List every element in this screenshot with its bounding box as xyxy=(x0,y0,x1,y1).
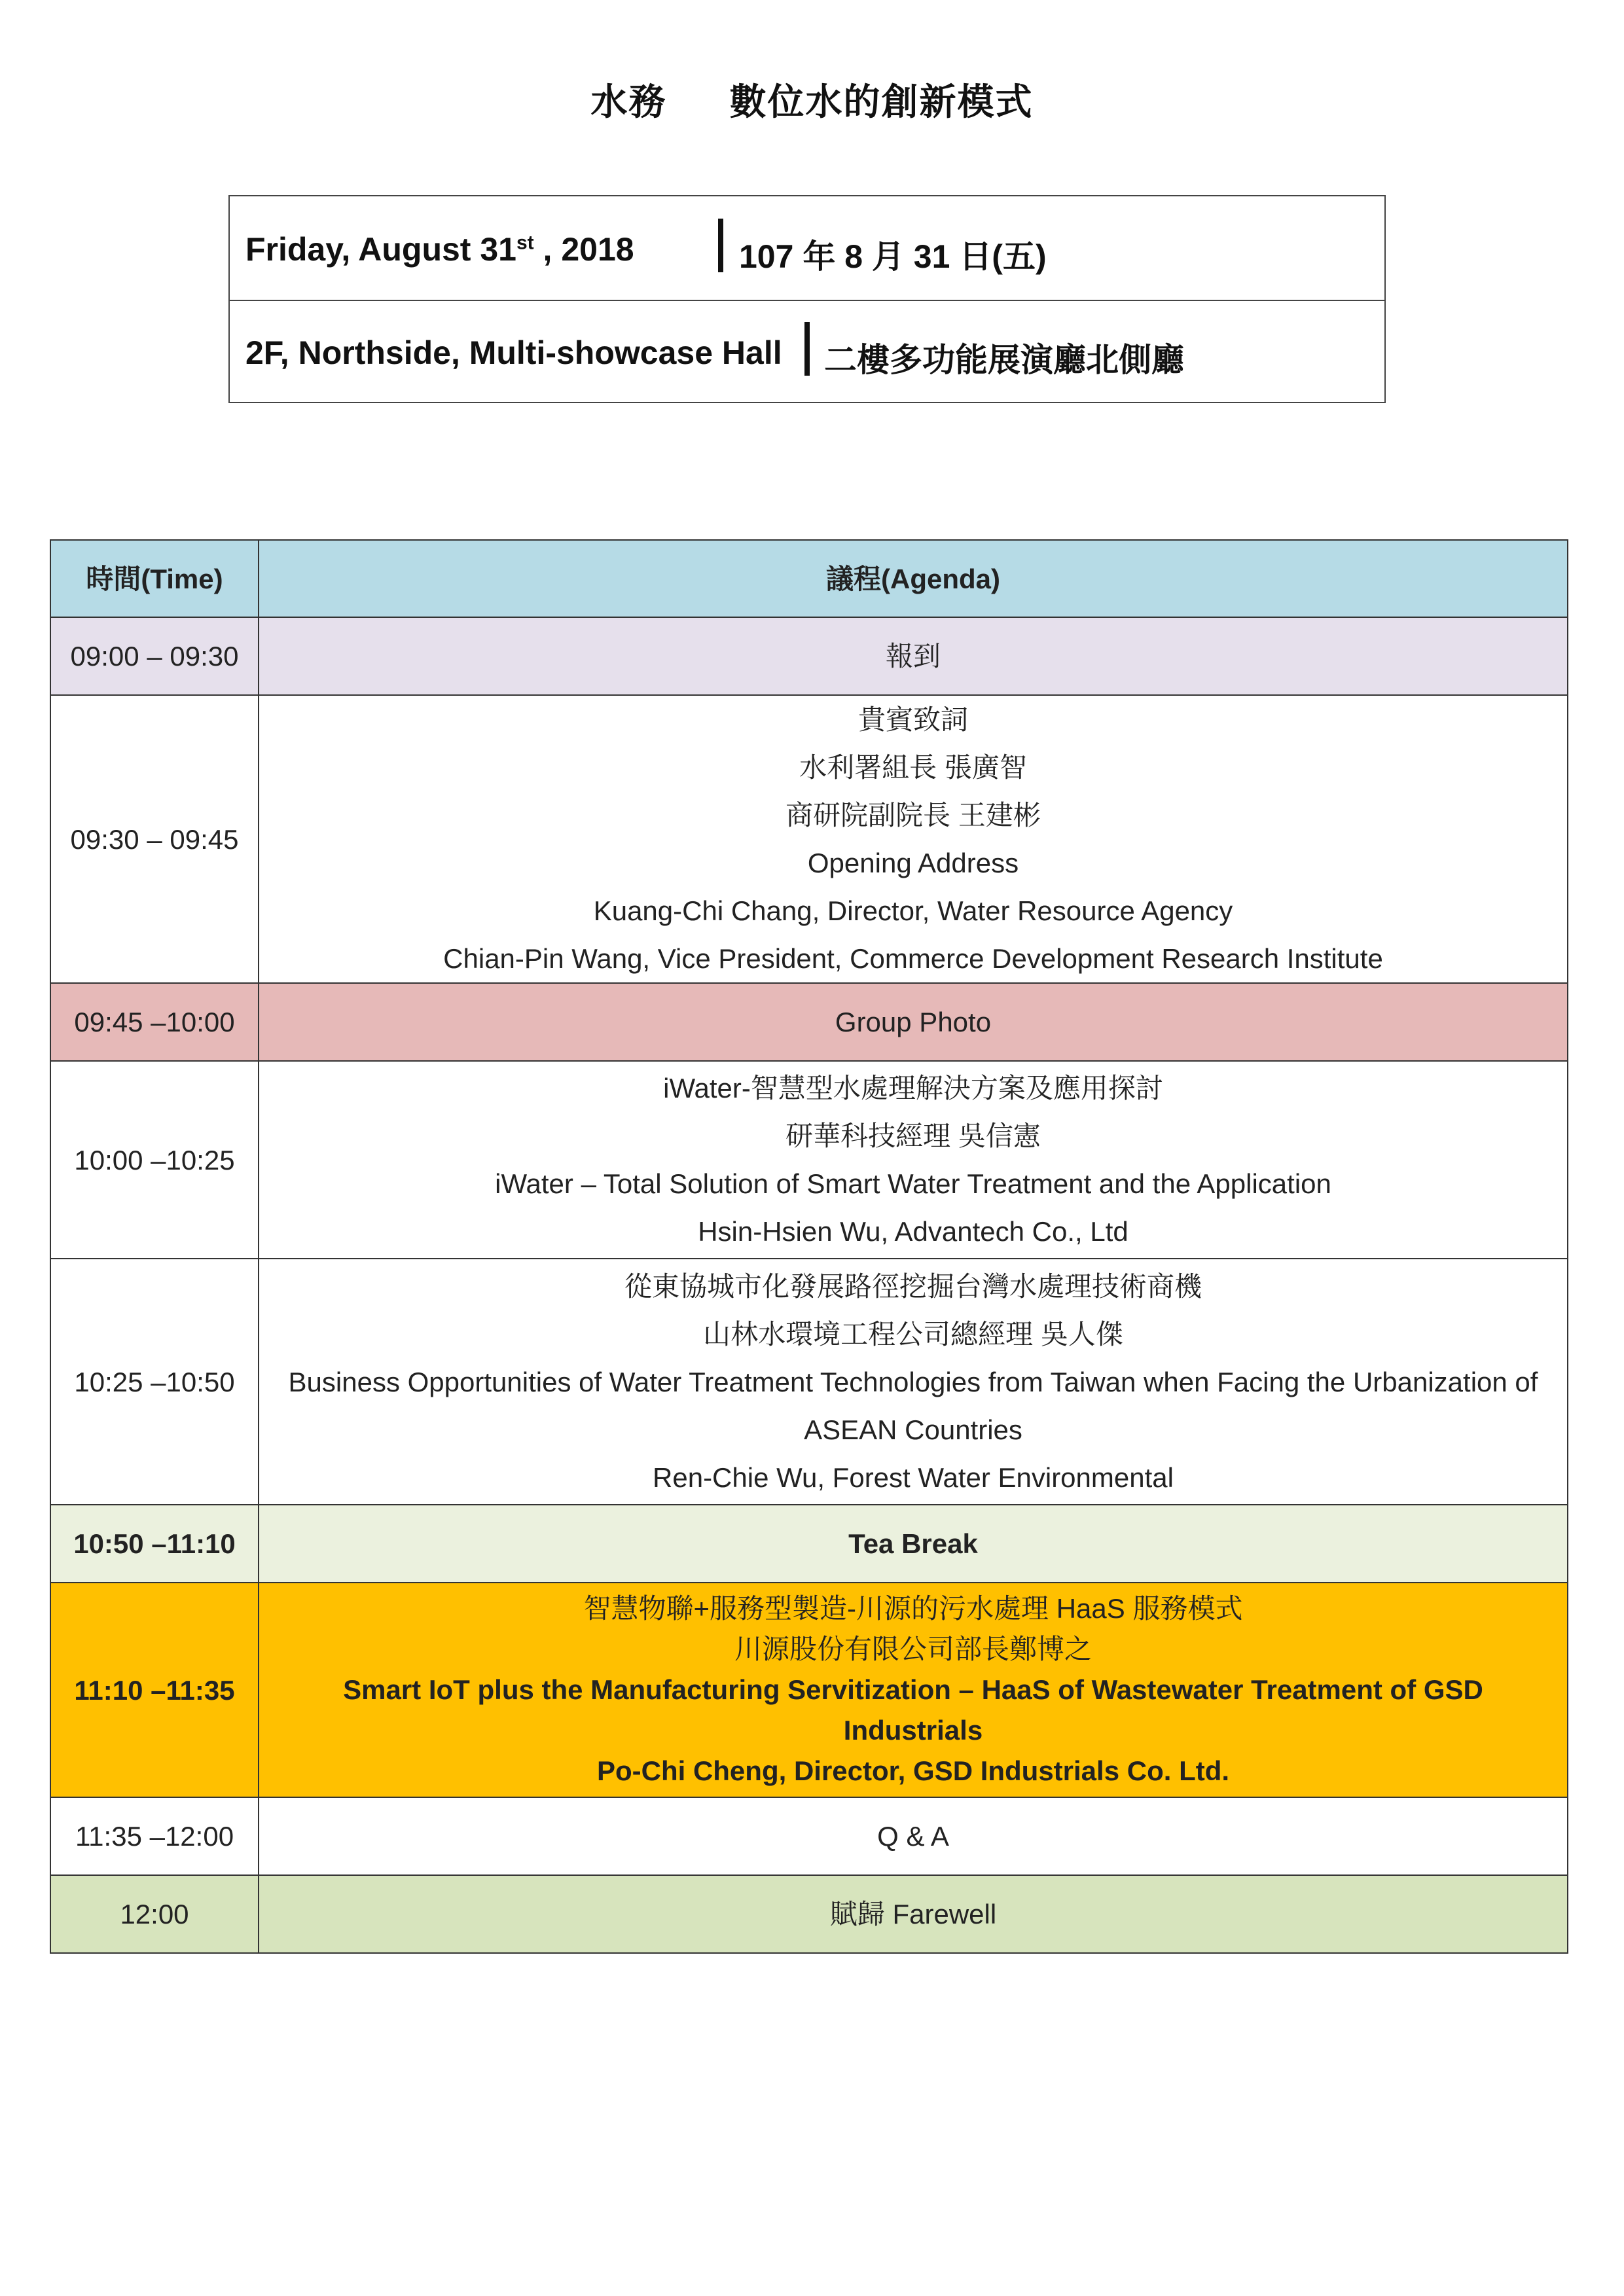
time-cell: 12:00 xyxy=(50,1875,259,1953)
table-row-asean xyxy=(50,1259,1568,1505)
time-cell: 10:00 –10:25 xyxy=(50,1061,259,1259)
agenda-cell xyxy=(259,983,1568,1061)
agenda-line: Tea Break xyxy=(848,1528,978,1559)
date-chinese: 107 年 8 月 31 日(五) xyxy=(739,238,1047,275)
agenda-cell xyxy=(259,1797,1568,1875)
title-part-1: 水務 xyxy=(590,81,667,122)
agenda-cell xyxy=(259,695,1568,983)
time-cell: 11:10 –11:35 xyxy=(50,1583,259,1797)
time-cell: 10:50 –11:10 xyxy=(50,1505,259,1583)
table-row-group-photo xyxy=(50,983,1568,1061)
event-info-box xyxy=(228,195,1386,403)
agenda-cell xyxy=(259,1875,1568,1953)
agenda-line: 貴賓致詞 xyxy=(857,704,968,735)
agenda-line: 商研院副院長 王建彬 xyxy=(785,800,1041,831)
agenda-line: 研華科技經理 吳信憲 xyxy=(785,1121,1041,1151)
agenda-line: iWater – Total Solution of Smart Water Treatment and the Application xyxy=(495,1168,1331,1199)
agenda-line: iWater-智慧型水處理解決方案及應用探討 xyxy=(663,1073,1163,1103)
agenda-line: Business Opportunities of Water Treatment Technologies from Taiwan when Facing the Urbanization of ASEAN Countries xyxy=(288,1366,1538,1445)
agenda-cell xyxy=(259,1259,1568,1505)
agenda-line: Smart IoT plus the Manufacturing Servitization – HaaS of Wastewater Treatment of GSD Industrials xyxy=(343,1674,1483,1746)
agenda-line: Po-Chi Cheng, Director, GSD Industrials Co. Ltd. xyxy=(596,1755,1230,1786)
agenda-table xyxy=(50,539,1568,1954)
date-row xyxy=(230,196,1384,301)
agenda-cell xyxy=(259,1583,1568,1797)
agenda-line: 從東協城市化發展路徑挖掘台灣水處理技術商機 xyxy=(624,1270,1202,1302)
venue-row xyxy=(230,300,1384,403)
date-english: Friday, August 31st , 2018 xyxy=(245,231,634,268)
agenda-line: Kuang-Chi Chang, Director, Water Resource Agency xyxy=(593,895,1233,926)
agenda-line: Chian-Pin Wang, Vice President, Commerce Development Research Institute xyxy=(443,943,1383,974)
title-part-2: 數位水的創新模式 xyxy=(729,81,1034,122)
agenda-line: 智慧物聯+服務型製造-川源的污水處理 HaaS 服務模式 xyxy=(583,1593,1243,1624)
time-cell: 11:35 –12:00 xyxy=(50,1797,259,1875)
date-divider xyxy=(718,219,723,272)
agenda-line: 水利署組長 張廣智 xyxy=(799,752,1027,783)
agenda-line: 川源股份有限公司部長鄭博之 xyxy=(734,1634,1092,1664)
table-row-haas xyxy=(50,1583,1568,1797)
table-row-registration xyxy=(50,617,1568,695)
table-row-qa xyxy=(50,1797,1568,1875)
agenda-cell xyxy=(259,1505,1568,1583)
table-row-iwater xyxy=(50,1061,1568,1259)
table-row-opening xyxy=(50,695,1568,983)
table-row-farewell xyxy=(50,1875,1568,1953)
agenda-column-header: 議程(Agenda) xyxy=(259,540,1568,617)
time-column-header: 時間(Time) xyxy=(50,540,259,617)
venue-divider xyxy=(804,322,810,376)
agenda-cell xyxy=(259,1061,1568,1259)
agenda-line: Q & A xyxy=(877,1821,949,1852)
time-cell: 09:00 – 09:30 xyxy=(50,617,259,695)
page-title xyxy=(0,73,1624,126)
agenda-header-row xyxy=(50,540,1568,617)
agenda-line: Opening Address xyxy=(807,848,1019,878)
time-cell: 09:30 – 09:45 xyxy=(50,695,259,983)
agenda-line: Group Photo xyxy=(835,1007,992,1037)
table-row-tea-break xyxy=(50,1505,1568,1583)
agenda-line: Hsin-Hsien Wu, Advantech Co., Ltd xyxy=(698,1216,1128,1247)
time-cell: 10:25 –10:50 xyxy=(50,1259,259,1505)
agenda-line: 山林水環境工程公司總經理 吳人傑 xyxy=(703,1318,1123,1350)
time-cell: 09:45 –10:00 xyxy=(50,983,259,1061)
date-ordinal-suffix: st xyxy=(516,232,534,254)
venue-chinese: 二樓多功能展演廳北側廳 xyxy=(824,342,1184,378)
agenda-line: 賦歸 Farewell xyxy=(829,1899,997,1929)
agenda-line: 報到 xyxy=(885,641,941,672)
agenda-cell xyxy=(259,617,1568,695)
venue-english: 2F, Northside, Multi-showcase Hall xyxy=(245,334,782,371)
agenda-line: Ren-Chie Wu, Forest Water Environmental xyxy=(653,1462,1174,1493)
